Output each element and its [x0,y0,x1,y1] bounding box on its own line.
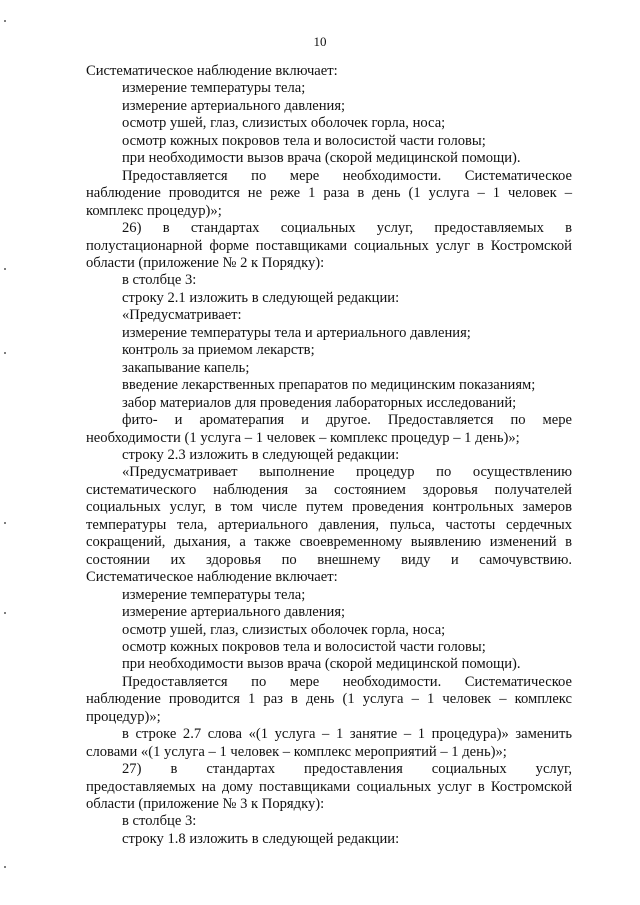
text-line: 27) в стандартах предоставления социальных услуг, [122,761,572,778]
scan-edge-mark [4,612,6,614]
text-line: состоянии их здоровья по внешнему виду и самочувствию. [86,551,572,568]
text-line: области (приложение № 3 к Порядку): [86,796,325,813]
text-line: сокращений, дыхания, а также своевременному выявлению изменений в [86,534,572,551]
text-line: закапывание капель; [122,359,250,376]
text-line: систематического наблюдения за состоянием здоровья получателей [86,481,572,498]
text-line: процедур)»; [86,708,161,725]
text-line: Предоставляется по мере необходимости. Систематическое [122,673,572,690]
text-line: Систематическое наблюдение включает: [86,63,338,79]
text-line: измерение артериального давления; [122,97,346,114]
text-line: словами «(1 услуга – 1 человек – комплекс мероприятий – 1 день)»; [86,743,507,760]
text-line: введение лекарственных препаратов по медицинским показаниям; [122,377,536,394]
text-line: осмотр ушей, глаз, слизистых оболочек горла, носа; [122,621,446,638]
text-line: осмотр ушей, глаз, слизистых оболочек горла, носа; [122,115,446,132]
text-line: измерение температуры тела и артериального давления; [122,324,471,341]
text-line: социальных услуг, в том числе путем проведения контрольных замеров [86,499,572,516]
scan-edge-mark [4,522,6,524]
text-line: в строке 2.7 слова «(1 услуга – 1 занятие – 1 процедура)» заменить [122,726,572,743]
text-line: наблюдение проводится не реже 1 раза в день (1 услуга – 1 человек – [86,185,572,202]
text-line: полустационарной форме поставщиками социальных услуг в Костромской [86,237,572,254]
document-body [86,63,572,848]
text-line: контроль за приемом лекарств; [122,342,315,359]
text-line: наблюдение проводится 1 раз в день (1 услуга – 1 человек – комплекс [86,691,572,708]
text-line: при необходимости вызов врача (скорой медицинской помощи). [122,656,521,673]
text-line: строку 2.3 изложить в следующей редакции: [122,446,400,463]
text-line: измерение температуры тела; [122,586,306,603]
text-line: «Предусматривает: [122,307,242,324]
scan-edge-mark [4,268,6,270]
scan-edge-mark [4,20,6,22]
text-line: строку 1.8 изложить в следующей редакции: [122,830,400,847]
text-line: Предоставляется по мере необходимости. Систематическое [122,167,572,184]
text-line: строку 2.1 изложить в следующей редакции: [122,289,400,306]
text-line: фито- и ароматерапия и другое. Предоставляется по мере [122,412,572,429]
text-line: температуры тела, артериального давления, пульса, частоты сердечных [86,516,572,533]
text-line: необходимости (1 услуга – 1 человек – комплекс процедур – 1 день)»; [86,429,520,446]
text-line: забор материалов для проведения лабораторных исследований; [122,394,517,411]
text-line: в столбце 3: [122,813,197,830]
text-line: 26) в стандартах социальных услуг, предоставляемых в [122,220,572,237]
text-line: осмотр кожных покровов тела и волосистой части головы; [122,132,486,149]
text-line: осмотр кожных покровов тела и волосистой части головы; [122,638,486,655]
text-line: «Предусматривает выполнение процедур по осуществлению [122,464,572,481]
text-line: комплекс процедур)»; [86,202,222,219]
text-line: Систематическое наблюдение включает: [86,569,338,586]
text-line: предоставляемых на дому поставщиками социальных услуг в Костромской [86,778,572,795]
text-line: области (приложение № 2 к Порядку): [86,254,325,271]
text-line: измерение артериального давления; [122,604,346,621]
page-number: 10 [313,34,327,49]
text-line: в столбце 3: [122,272,197,289]
text-line: измерение температуры тела; [122,80,306,97]
scan-edge-mark [4,352,6,354]
scan-edge-mark [4,866,6,868]
text-line: при необходимости вызов врача (скорой медицинской помощи). [122,150,521,167]
